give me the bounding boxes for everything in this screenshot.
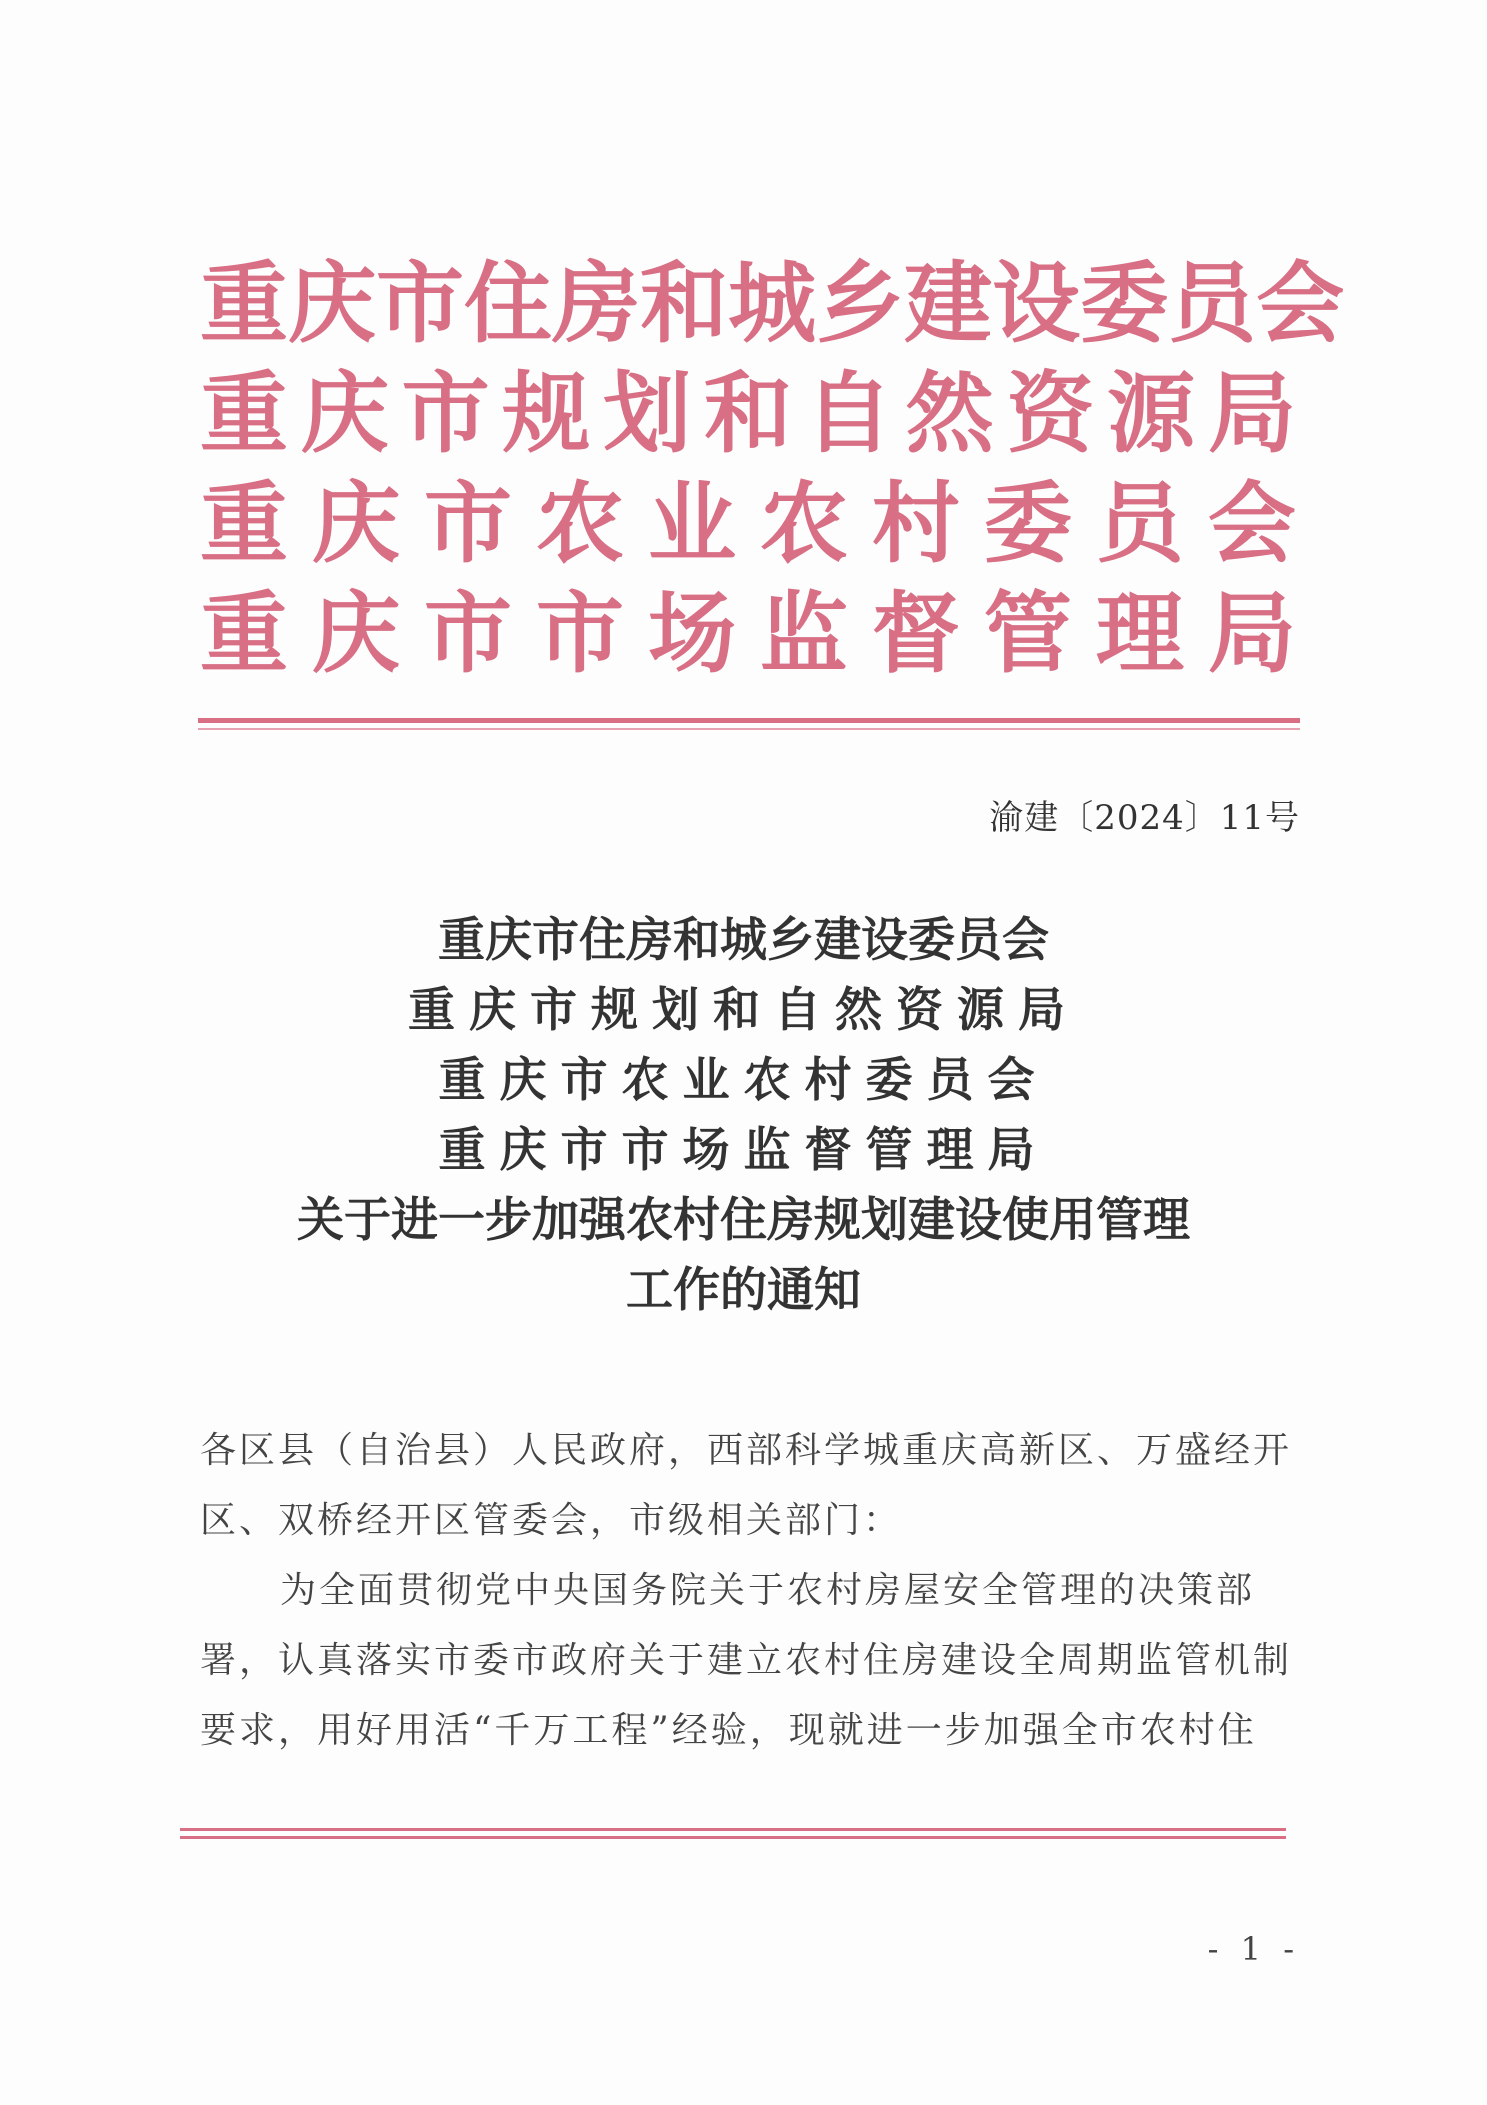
title-line: 重庆市住房和城乡建设委员会: [438, 913, 1049, 968]
header-char: 委: [983, 471, 1072, 575]
header-char: 设: [992, 251, 1081, 355]
header-char: 住: [464, 251, 553, 355]
title-line: 重庆市市场监督管理局: [438, 1123, 1049, 1178]
header-char: 庆: [300, 361, 389, 465]
header-char: 市: [401, 361, 490, 465]
header-char: 乡: [816, 251, 905, 355]
header-char: 督: [871, 581, 960, 685]
header-char: 城: [728, 251, 817, 355]
header-char: 庆: [311, 581, 400, 685]
header-char: 规: [502, 361, 591, 465]
title-line: 工作的通知: [626, 1263, 861, 1318]
header-char: 业: [647, 471, 736, 575]
header-char: 重: [200, 581, 289, 685]
header-char: 和: [640, 251, 729, 355]
header-char: 市: [423, 581, 512, 685]
title-line: 重庆市规划和自然资源局: [408, 983, 1079, 1038]
title-line: 重庆市农业农村委员会: [438, 1053, 1049, 1108]
body-paragraph: 为全面贯彻党中央国务院关于农村房屋安全管理的决策部署，认真落实市委市政府关于建立农村住房建设全周期监管机制要求，用好用活“千万工程”经验，现就进一步加强全市农村住: [200, 1570, 1293, 1751]
header-char: 管: [983, 581, 1072, 685]
header-char: 委: [1080, 251, 1169, 355]
title-line: 关于进一步加强农村住房规划建设使用管理: [297, 1193, 1190, 1248]
header-char: 庆: [311, 471, 400, 575]
footer-divider: [180, 1836, 1286, 1839]
header-char: 市: [376, 251, 465, 355]
document-number: 渝建〔2024〕11号: [989, 798, 1300, 838]
page-number: - 1 -: [1207, 1930, 1300, 1968]
header-char: 农: [759, 471, 848, 575]
header-char: 农: [535, 471, 624, 575]
header-line: [200, 358, 1296, 468]
header-char: 自: [804, 361, 893, 465]
header-char: 局: [1207, 581, 1296, 685]
header-line: [200, 248, 1345, 358]
header-char: 重: [200, 251, 289, 355]
header-line: [200, 578, 1296, 688]
header-char: 庆: [288, 251, 377, 355]
recipient-text: 各区县（自治县）人民政府，西部科学城重庆高新区、万盛经开区、双桥经开区管委会，市级相关部门：: [200, 1430, 1293, 1541]
header-char: 村: [871, 471, 960, 575]
header-char: 局: [1207, 361, 1296, 465]
header-char: 和: [703, 361, 792, 465]
header-char: 资: [1006, 361, 1095, 465]
header-char: 源: [1107, 361, 1196, 465]
header-line: [200, 468, 1296, 578]
footer-divider: [180, 1828, 1286, 1831]
header-char: 重: [200, 471, 289, 575]
document-title: [150, 906, 1337, 1326]
header-char: 理: [1095, 581, 1184, 685]
header-char: 划: [603, 361, 692, 465]
header-char: 建: [904, 251, 993, 355]
header-char: 会: [1207, 471, 1296, 575]
issuing-authorities-header: [200, 248, 1345, 688]
header-char: 房: [552, 251, 641, 355]
header-char: 员: [1168, 251, 1257, 355]
header-char: 监: [759, 581, 848, 685]
header-char: 重: [200, 361, 289, 465]
header-char: 市: [423, 471, 512, 575]
header-char: 场: [647, 581, 736, 685]
header-char: 然: [905, 361, 994, 465]
header-divider-thin: [198, 728, 1300, 730]
header-char: 会: [1256, 251, 1345, 355]
header-divider: [198, 718, 1300, 723]
header-char: 员: [1095, 471, 1184, 575]
header-char: 市: [535, 581, 624, 685]
